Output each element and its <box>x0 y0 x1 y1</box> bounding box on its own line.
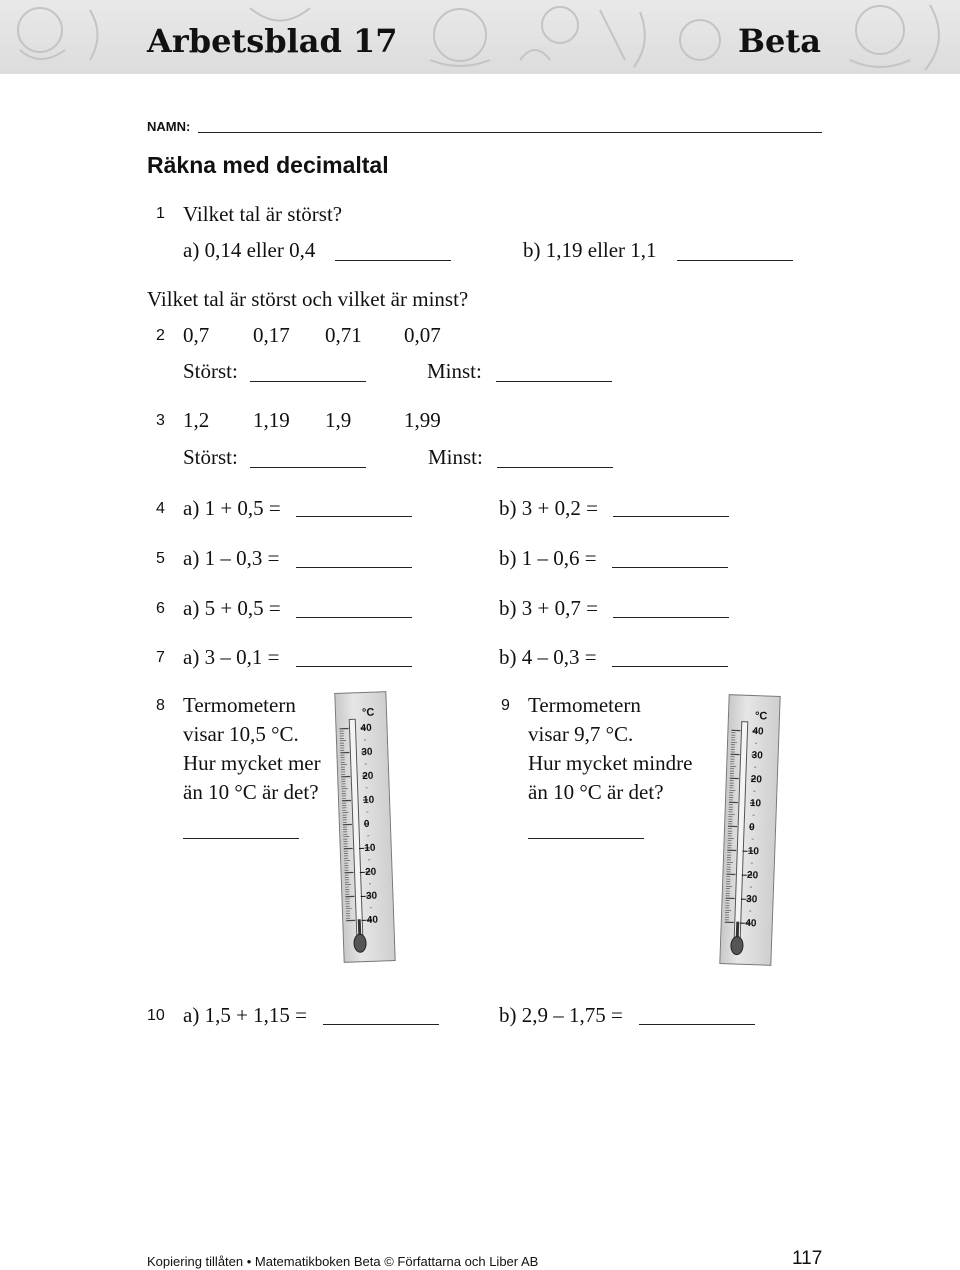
scale-label: 0 <box>363 818 370 831</box>
q4-a-answer-line[interactable] <box>296 516 412 517</box>
header-banner <box>0 0 960 74</box>
q3-largest-answer-line[interactable] <box>250 467 366 468</box>
scale-label: 40 <box>752 726 764 738</box>
thermometer-q8 <box>334 691 395 963</box>
question-number: 6 <box>156 600 165 617</box>
q7-a-text: a) 3 – 0,1 = <box>183 645 280 669</box>
q7-b-answer-line[interactable] <box>612 666 728 667</box>
scale-label: 10 <box>749 797 762 810</box>
q10-b-text: b) 2,9 – 1,75 = <box>499 1003 623 1027</box>
q3-value: 1,2 <box>183 408 210 432</box>
q3-value: 1,9 <box>325 408 352 432</box>
q4-a-text: a) 1 + 0,5 = <box>183 496 281 520</box>
q4-b-text: b) 3 + 0,2 = <box>499 496 598 520</box>
section-title: Räkna med decimaltal <box>147 152 389 178</box>
name-label: NAMN: <box>147 119 191 134</box>
scale-label: –30 <box>740 893 758 906</box>
scale-label: 40 <box>360 722 372 735</box>
scale-label: 0 <box>748 821 755 834</box>
q6-a-text: a) 5 + 0,5 = <box>183 596 281 620</box>
q2-value: 0,71 <box>325 323 362 347</box>
q7-a-answer-line[interactable] <box>296 666 412 667</box>
q1-b-answer-line[interactable] <box>677 260 793 261</box>
scale-label: –40 <box>361 914 379 927</box>
q9-text-line: visar 9,7 °C. <box>528 722 634 746</box>
thermometer-q9 <box>719 694 780 966</box>
q4-b-answer-line[interactable] <box>613 516 729 517</box>
instruction-text: Vilket tal är störst och vilket är minst? <box>147 287 469 311</box>
q1-b-text: b) 1,19 eller 1,1 <box>523 238 657 262</box>
q3-smallest-answer-line[interactable] <box>497 467 613 468</box>
q9-text-line: än 10 °C är det? <box>528 780 664 804</box>
q10-a-text: a) 1,5 + 1,15 = <box>183 1003 308 1027</box>
q1-prompt: Vilket tal är störst? <box>183 202 343 226</box>
footer-copyright: Kopiering tillåten • Matematikboken Beta © Författarna och Liber AB <box>147 1254 539 1269</box>
q7-b-text: b) 4 – 0,3 = <box>499 645 597 669</box>
q2-smallest-label: Minst: <box>427 359 482 383</box>
worksheet-title: Arbetsblad 17 <box>147 22 398 60</box>
q6-a-answer-line[interactable] <box>296 617 412 618</box>
q3-value: 1,19 <box>253 408 290 432</box>
scale-label: –20 <box>741 869 759 882</box>
scale-label: 30 <box>751 750 763 762</box>
q6-b-answer-line[interactable] <box>613 617 729 618</box>
page-number: 117 <box>792 1248 823 1269</box>
q9-text-line: Hur mycket mindre <box>528 751 693 775</box>
scale-label: –40 <box>739 917 757 930</box>
question-number: 9 <box>501 697 510 714</box>
question-number: 2 <box>156 327 165 344</box>
q3-value: 1,99 <box>404 408 441 432</box>
q2-value: 0,7 <box>183 323 210 347</box>
q5-b-answer-line[interactable] <box>612 567 728 568</box>
question-number: 8 <box>156 697 165 714</box>
question-number: 3 <box>156 412 165 429</box>
q9-answer-line[interactable] <box>528 838 644 839</box>
q10-b-answer-line[interactable] <box>639 1024 755 1025</box>
q2-value: 0,17 <box>253 323 290 347</box>
thermometer-unit: °C <box>361 706 375 720</box>
question-number: 5 <box>156 550 165 567</box>
q1-a-text: a) 0,14 eller 0,4 <box>183 238 316 262</box>
thermometer-bulb <box>354 934 367 952</box>
q1-a-answer-line[interactable] <box>335 260 451 261</box>
q5-a-text: a) 1 – 0,3 = <box>183 546 280 570</box>
q8-answer-line[interactable] <box>183 838 299 839</box>
q5-a-answer-line[interactable] <box>296 567 412 568</box>
q6-b-text: b) 3 + 0,7 = <box>499 596 598 620</box>
question-number: 1 <box>156 205 165 222</box>
q8-text-line: Termometern <box>183 693 296 717</box>
scale-label: 10 <box>362 794 375 807</box>
q2-largest-label: Störst: <box>183 359 238 383</box>
q2-smallest-answer-line[interactable] <box>496 381 612 382</box>
q9-text-line: Termometern <box>528 693 641 717</box>
q8-text-line: Hur mycket mer <box>183 751 321 775</box>
name-line[interactable] <box>198 132 822 133</box>
scale-label: 20 <box>362 770 374 783</box>
book-title: Beta <box>738 22 821 60</box>
question-number: 7 <box>156 649 165 666</box>
scale-label: –10 <box>742 845 760 858</box>
q2-value: 0,07 <box>404 323 441 347</box>
question-number: 4 <box>156 500 165 517</box>
q10-a-answer-line[interactable] <box>323 1024 439 1025</box>
scale-label: 30 <box>361 746 373 759</box>
q2-largest-answer-line[interactable] <box>250 381 366 382</box>
scale-label: –30 <box>360 890 378 903</box>
thermometer-bulb <box>731 936 744 954</box>
q3-smallest-label: Minst: <box>428 445 483 469</box>
q8-text-line: än 10 °C är det? <box>183 780 319 804</box>
q3-largest-label: Störst: <box>183 445 238 469</box>
q5-b-text: b) 1 – 0,6 = <box>499 546 597 570</box>
scale-label: 20 <box>750 773 763 786</box>
scale-label: –20 <box>359 866 377 879</box>
thermometer-unit: °C <box>754 710 768 723</box>
scale-label: –10 <box>358 842 376 855</box>
question-number: 10 <box>147 1007 165 1024</box>
q8-text-line: visar 10,5 °C. <box>183 722 299 746</box>
